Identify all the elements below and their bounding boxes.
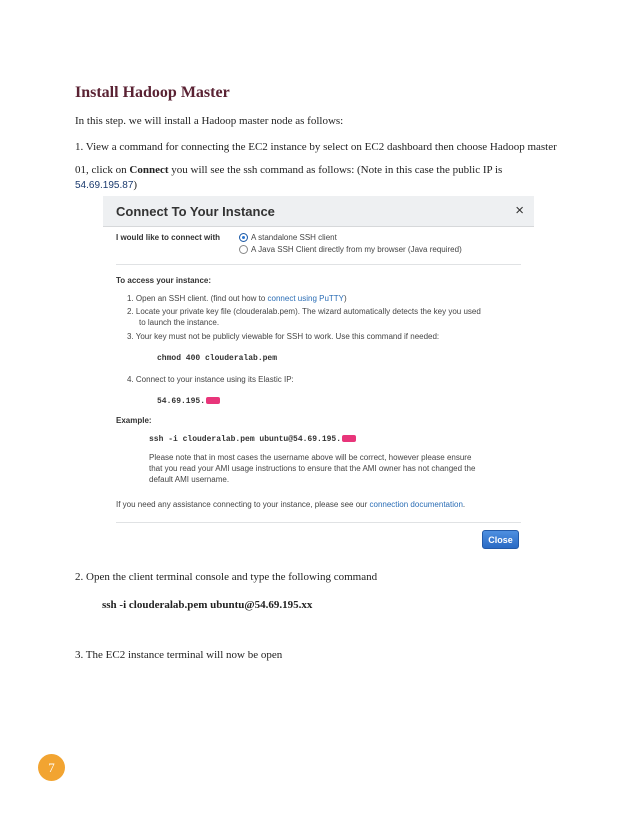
note-line-1: Please note that in most cases the username above will be correct, however please ensure bbox=[149, 453, 472, 462]
redaction-mark bbox=[342, 435, 356, 442]
close-icon[interactable]: × bbox=[515, 202, 524, 219]
page-number-badge: 7 bbox=[38, 754, 65, 781]
step1-line3 bbox=[75, 178, 137, 193]
option2-label: A Java SSH Client directly from my browser (Java required) bbox=[251, 245, 462, 254]
divider bbox=[116, 522, 521, 523]
access-item-2b: to launch the instance. bbox=[139, 318, 220, 327]
ssh-command: ssh -i clouderalab.pem ubuntu@54.69.195.xx bbox=[102, 599, 313, 611]
help-post: . bbox=[462, 500, 466, 509]
option-standalone-ssh[interactable] bbox=[239, 233, 337, 243]
connect-dialog-screenshot bbox=[103, 196, 534, 554]
example-command-text: ssh -i clouderalab.pem ubuntu@54.69.195. bbox=[149, 435, 342, 444]
ip-suffix: ) bbox=[133, 179, 138, 191]
option-java-ssh[interactable] bbox=[239, 245, 462, 255]
step1-line2-pre: 01, click on bbox=[75, 164, 130, 176]
connect-keyword: Connect bbox=[129, 164, 169, 176]
example-command bbox=[149, 434, 356, 445]
radio-unselected-icon[interactable] bbox=[239, 245, 248, 254]
note-line-3: default AMI username. bbox=[149, 475, 230, 484]
note-line-2: that you read your AMI usage instructions to ensure that the AMI owner has not changed the bbox=[149, 464, 476, 473]
elastic-ip-text: 54.69.195. bbox=[157, 397, 206, 406]
item1-text: 1. Open an SSH client. (find out how to bbox=[127, 294, 268, 303]
section-heading: Install Hadoop Master bbox=[75, 84, 230, 101]
intro-text: In this step. we will install a Hadoop master node as follows: bbox=[75, 115, 344, 127]
redaction-mark bbox=[206, 397, 220, 404]
access-heading: To access your instance: bbox=[116, 276, 211, 285]
chmod-command: chmod 400 clouderalab.pem bbox=[157, 354, 278, 363]
step1-line1: 1. View a command for connecting the EC2 instance by select on EC2 dashboard then choose Hadoop master bbox=[75, 141, 557, 153]
option1-label: A standalone SSH client bbox=[251, 233, 337, 242]
access-item-3: 3. Your key must not be publicly viewable for SSH to work. Use this command if needed: bbox=[127, 332, 440, 341]
public-ip: 54.69.195.87 bbox=[75, 180, 134, 191]
putty-link[interactable]: connect using PuTTY bbox=[267, 294, 345, 303]
step1-line2 bbox=[75, 163, 502, 177]
access-item-4: 4. Connect to your instance using its Elastic IP: bbox=[127, 375, 294, 384]
item1-post: ) bbox=[344, 294, 347, 303]
dialog-title: Connect To Your Instance bbox=[116, 204, 275, 219]
step1-line2-post: you will see the ssh command as follows: (Note in this case the public IP is bbox=[168, 164, 503, 176]
step2-text: 2. Open the client terminal console and type the following command bbox=[75, 571, 378, 583]
close-button[interactable]: Close bbox=[482, 530, 519, 549]
help-pre: If you need any assistance connecting to your instance, please see our bbox=[116, 500, 370, 509]
connect-with-label: I would like to connect with bbox=[116, 233, 221, 242]
elastic-ip bbox=[157, 396, 220, 407]
dialog-header bbox=[103, 196, 534, 227]
radio-selected-icon[interactable] bbox=[239, 233, 248, 242]
divider bbox=[116, 264, 521, 265]
step3-text: 3. The EC2 instance terminal will now be open bbox=[75, 649, 283, 661]
access-item-1 bbox=[127, 294, 347, 304]
help-text bbox=[116, 500, 465, 510]
connection-documentation-link[interactable]: connection documentation bbox=[369, 500, 463, 509]
example-label: Example: bbox=[116, 416, 152, 425]
access-item-2a: 2. Locate your private key file (clouderalab.pem). The wizard automatically detects the key you used bbox=[127, 307, 481, 316]
